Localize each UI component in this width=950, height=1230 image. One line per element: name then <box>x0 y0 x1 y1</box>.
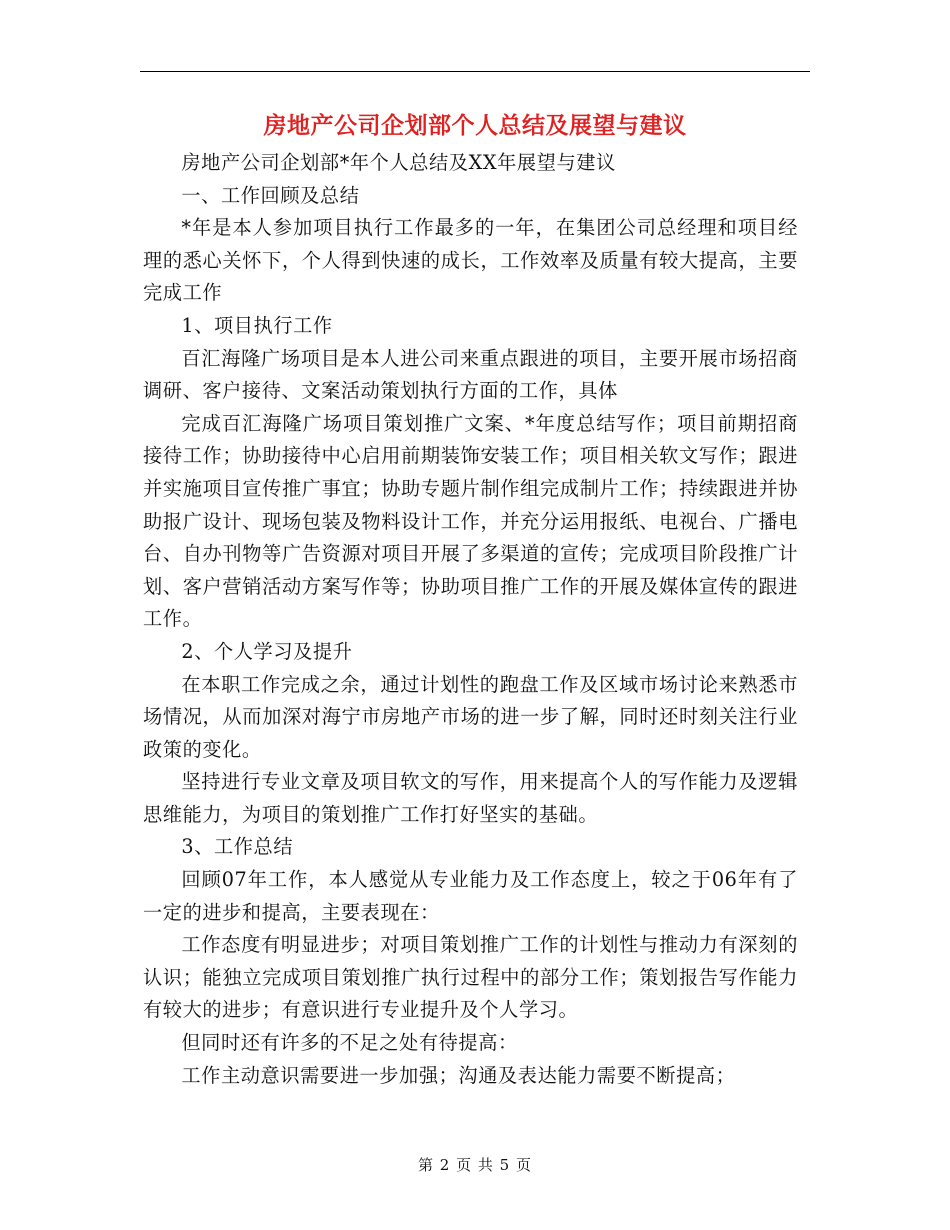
paragraph: 但同时还有许多的不足之处有待提高： <box>181 1031 518 1055</box>
paragraph: 房地产公司企划部*年个人总结及XX年展望与建议 <box>181 151 616 174</box>
section-heading: 1、项目执行工作 <box>181 313 333 337</box>
paragraph: 完成百汇海隆广场项目策划推广文案、*年度总结写作；项目前期招商接待工作；协助接待中心启用前期装饰安装工作；项目相关软文写作；跟进并实施项目宣传推广事宜；协助专题片制作组完成制片工作；持续跟进并协助报广设计、现场包装及物料设计工作，并充分运用报纸、电视台、广播电台、自办刊物等广告资源对项目开展了多渠道的宣传；完成项目阶段推广计划、客户营销活动方案写作等；协助项目推广工作的开展及媒体宣传的跟进工作。 <box>143 411 798 631</box>
section-heading: 2、个人学习及提升 <box>181 639 353 663</box>
paragraph: 百汇海隆广场项目是本人进公司来重点跟进的项目，主要开展市场招商调研、客户接待、文案活动策划执行方面的工作，具体 <box>143 346 798 403</box>
document-body <box>143 147 798 1092</box>
document-title: 房地产公司企划部个人总结及展望与建议 <box>263 112 687 139</box>
header-rule <box>140 71 810 72</box>
paragraph: 工作态度有明显进步；对项目策划推广工作的计划性与推动力有深刻的认识；能独立完成项目策划推广执行过程中的部分工作；策划报告写作能力有较大的进步；有意识进行专业提升及个人学习。 <box>143 933 798 1022</box>
paragraph: 坚持进行专业文章及项目软文的写作，用来提高个人的写作能力及逻辑思维能力，为项目的策划推广工作打好坚实的基础。 <box>143 770 798 826</box>
paragraph: 回顾07年工作，本人感觉从专业能力及工作态度上，较之于06年有了一定的进步和提高，主要表现在： <box>143 868 798 924</box>
paragraph: *年是本人参加项目执行工作最多的一年，在集团公司总经理和项目经理的悉心关怀下，个人得到快速的成长，工作效率及质量有较大提高，主要完成工作 <box>143 216 798 305</box>
paragraph: 工作主动意识需要进一步加强；沟通及表达能力需要不断提高； <box>181 1063 736 1087</box>
paragraph: 在本职工作完成之余，通过计划性的跑盘工作及区域市场讨论来熟悉市场情况，从而加深对海宁市房地产市场的进一步了解，同时还时刻关注行业政策的变化。 <box>143 672 798 761</box>
page-number-footer: 第 2 页 共 5 页 <box>418 1156 532 1174</box>
section-heading: 一、工作回顾及总结 <box>181 183 360 207</box>
section-heading: 3、工作总结 <box>181 835 294 859</box>
